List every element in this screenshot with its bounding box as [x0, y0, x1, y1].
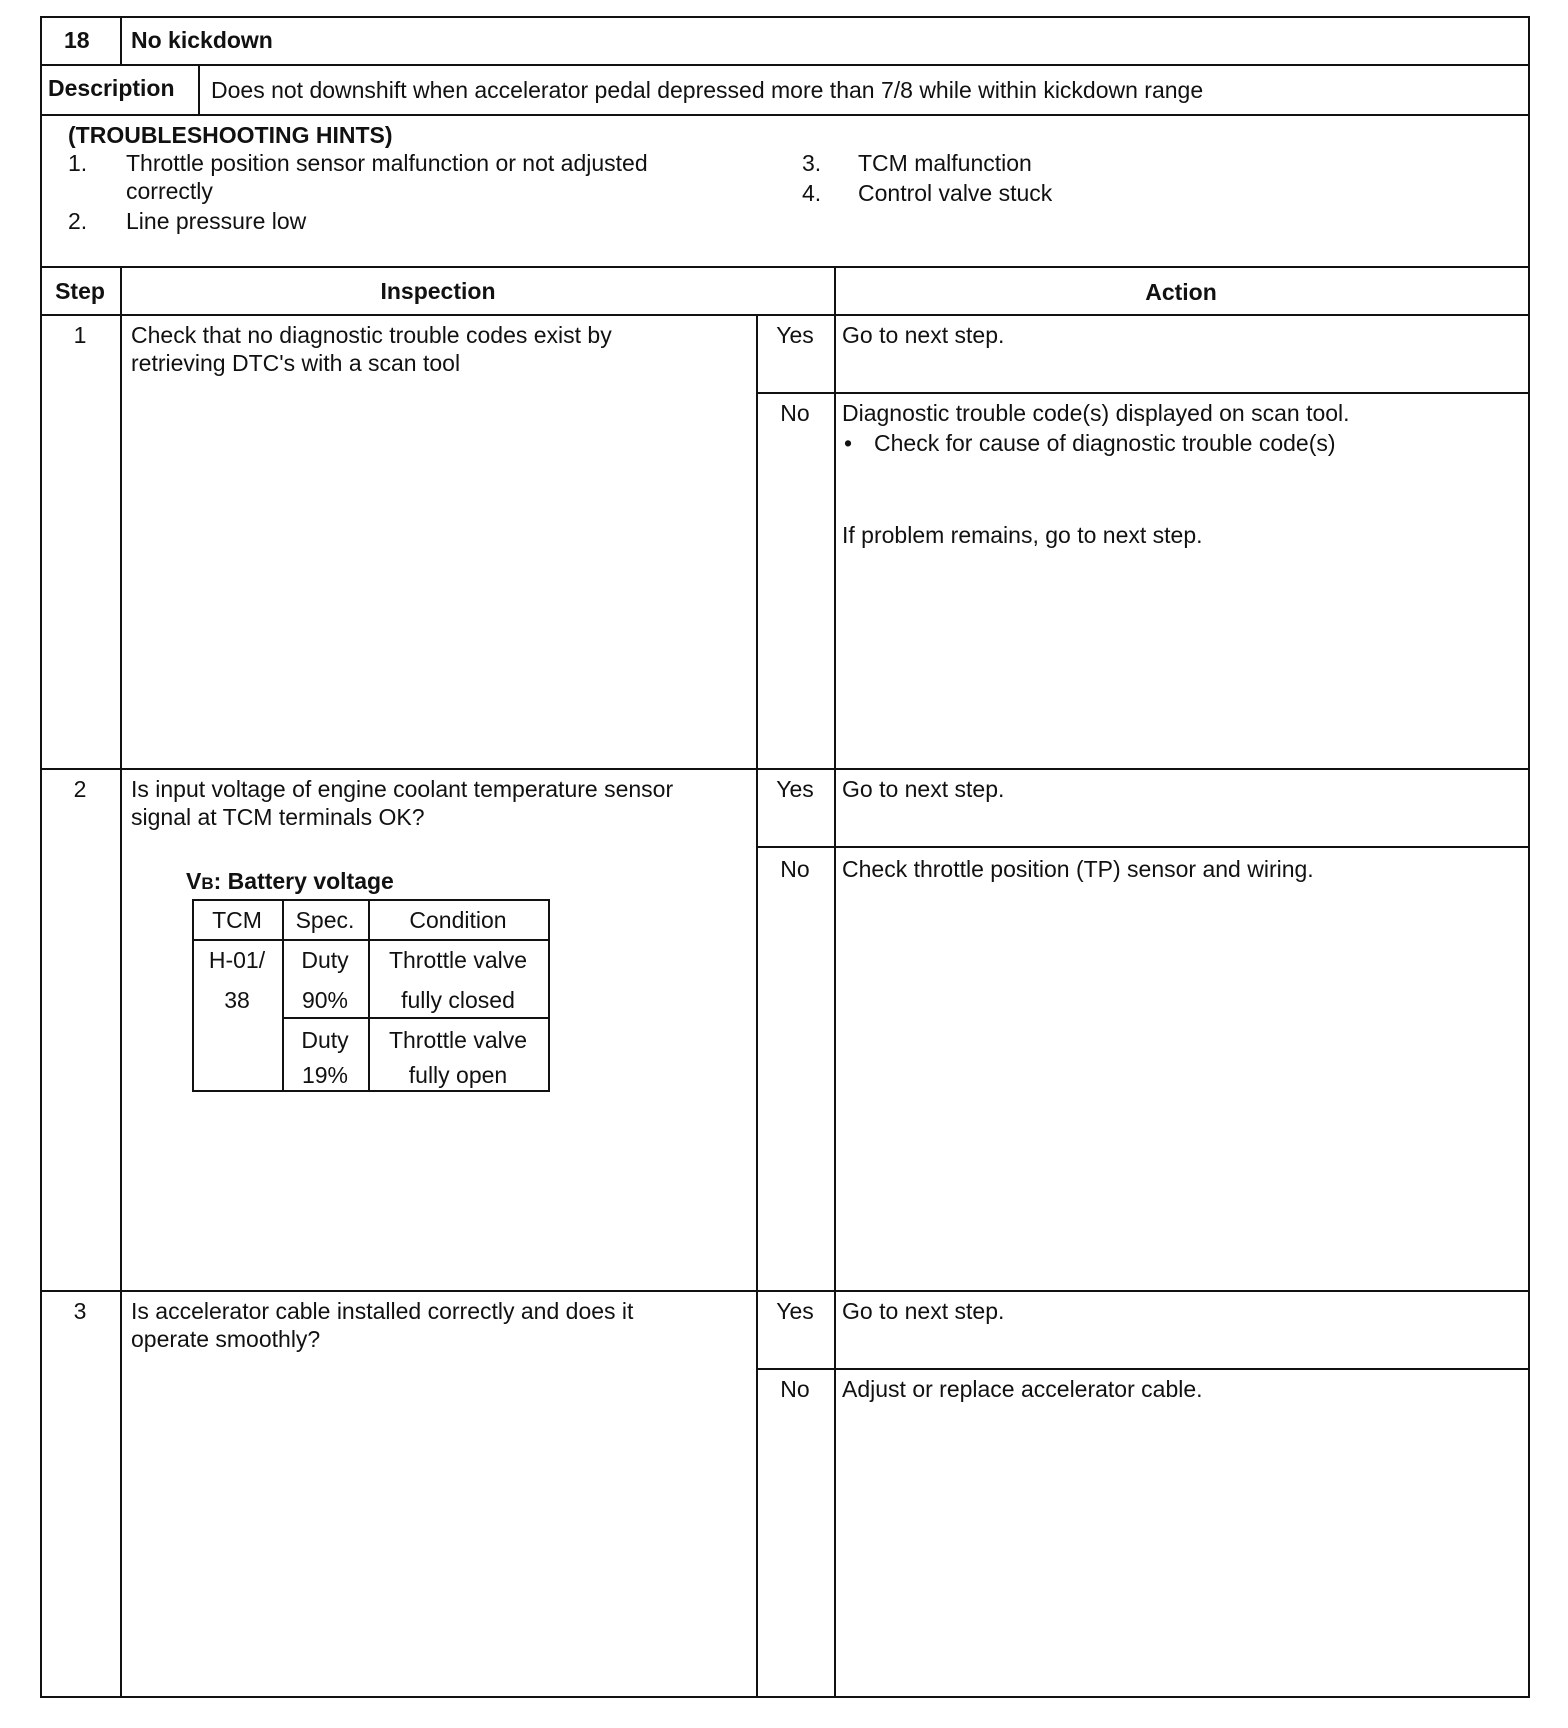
inspection-text-continued: retrieving DTC's with a scan tool: [131, 350, 461, 376]
rule-below-description: [40, 114, 1530, 116]
rule-below-title: [40, 64, 1530, 66]
step-number: 3: [73, 1298, 87, 1324]
yes-action: Go to next step.: [842, 322, 1005, 348]
hint-text: Control valve stuck: [858, 180, 1053, 206]
spec-condition-continued: fully open: [408, 1062, 508, 1088]
rule-top: [40, 16, 1530, 18]
spec-condition: Throttle valve: [388, 947, 528, 973]
hint-text-continued: correctly: [126, 178, 213, 204]
rule-description-divider: [198, 64, 200, 116]
no-label: No: [780, 400, 810, 426]
hint-text: TCM malfunction: [858, 150, 1032, 176]
rule-right: [1528, 16, 1530, 1698]
no-action: Check throttle position (TP) sensor and wiring.: [842, 856, 1314, 882]
step-number: 1: [73, 322, 87, 348]
rule-step3-yes-no: [756, 1368, 1530, 1370]
description-label: Description: [48, 75, 175, 101]
rule-inspection-column: [756, 314, 758, 1698]
spec-condition-continued: fully closed: [401, 987, 515, 1013]
item-title: No kickdown: [131, 27, 273, 53]
inspection-text-continued: signal at TCM terminals OK?: [131, 804, 425, 830]
spec-header-tcm: TCM: [212, 907, 262, 933]
bullet-icon: •: [844, 430, 853, 456]
spec-header-spec: Spec.: [295, 907, 355, 933]
no-action-bullet: Check for cause of diagnostic trouble code(s): [874, 430, 1336, 456]
spec-table: [192, 899, 550, 1092]
inspection-column-header: Inspection: [380, 278, 496, 304]
spec-header-condition: Condition: [409, 907, 507, 933]
yes-action: Go to next step.: [842, 1298, 1005, 1324]
no-label: No: [780, 1376, 810, 1402]
rule-step2-yes-no: [756, 846, 1530, 848]
no-action-followup: If problem remains, go to next step.: [842, 522, 1203, 548]
spec-rule-right: [548, 899, 550, 1092]
step-number: 2: [73, 776, 87, 802]
hint-number: 3.: [802, 150, 822, 176]
rule-left: [40, 16, 42, 1698]
description-text: Does not downshift when accelerator pedal depressed more than 7/8 while within kickdown range: [211, 77, 1204, 103]
rule-title-divider: [120, 16, 122, 66]
spec-condition: Throttle valve: [388, 1027, 528, 1053]
spec-terminal: H-01/: [208, 947, 266, 973]
no-action: Adjust or replace accelerator cable.: [842, 1376, 1203, 1402]
spec-rule-header: [192, 939, 550, 941]
rule-below-step2: [40, 1290, 1530, 1292]
hint-number: 4.: [802, 180, 822, 206]
hint-number: 2.: [68, 208, 88, 234]
inspection-text: Is accelerator cable installed correctly and does it: [131, 1298, 634, 1324]
troubleshooting-document: [40, 16, 1530, 1698]
inspection-text-continued: operate smoothly?: [131, 1326, 321, 1352]
yes-label: Yes: [776, 776, 814, 802]
action-column-header: Action: [1145, 279, 1217, 305]
inspection-text: Check that no diagnostic trouble codes exist by: [131, 322, 612, 348]
item-number: 18: [64, 27, 90, 53]
spec-note: [186, 868, 394, 897]
rule-bottom: [40, 1696, 1530, 1698]
spec-value: Duty: [301, 1027, 349, 1053]
hint-text: Throttle position sensor malfunction or not adjusted: [126, 150, 648, 176]
spec-value-continued: 19%: [301, 1062, 349, 1088]
spec-rule-bottom: [192, 1090, 550, 1092]
hint-text: Line pressure low: [126, 208, 307, 234]
spec-note-text: : Battery voltage: [213, 868, 394, 894]
rule-action-column: [834, 266, 836, 1698]
spec-rule-top: [192, 899, 550, 901]
rule-step-column: [120, 266, 122, 1698]
hints-title: (TROUBLESHOOTING HINTS): [68, 122, 393, 148]
yes-action: Go to next step.: [842, 776, 1005, 802]
spec-note-subscript: B: [201, 874, 214, 893]
spec-value-continued: 90%: [301, 987, 349, 1013]
spec-value: Duty: [301, 947, 349, 973]
inspection-text: Is input voltage of engine coolant temperature sensor: [131, 776, 674, 802]
step-column-header: Step: [55, 278, 105, 304]
no-label: No: [780, 856, 810, 882]
yes-label: Yes: [776, 1298, 814, 1324]
rule-below-step1: [40, 768, 1530, 770]
hint-number: 1.: [68, 150, 88, 176]
rule-below-hints: [40, 266, 1530, 268]
spec-note-prefix: V: [186, 868, 202, 894]
rule-step1-yes-no: [756, 392, 1530, 394]
rule-below-column-headers: [40, 314, 1530, 316]
no-action: Diagnostic trouble code(s) displayed on scan tool.: [842, 400, 1350, 426]
spec-terminal-continued: 38: [224, 987, 250, 1013]
yes-label: Yes: [776, 322, 814, 348]
spec-rule-row: [282, 1017, 550, 1019]
